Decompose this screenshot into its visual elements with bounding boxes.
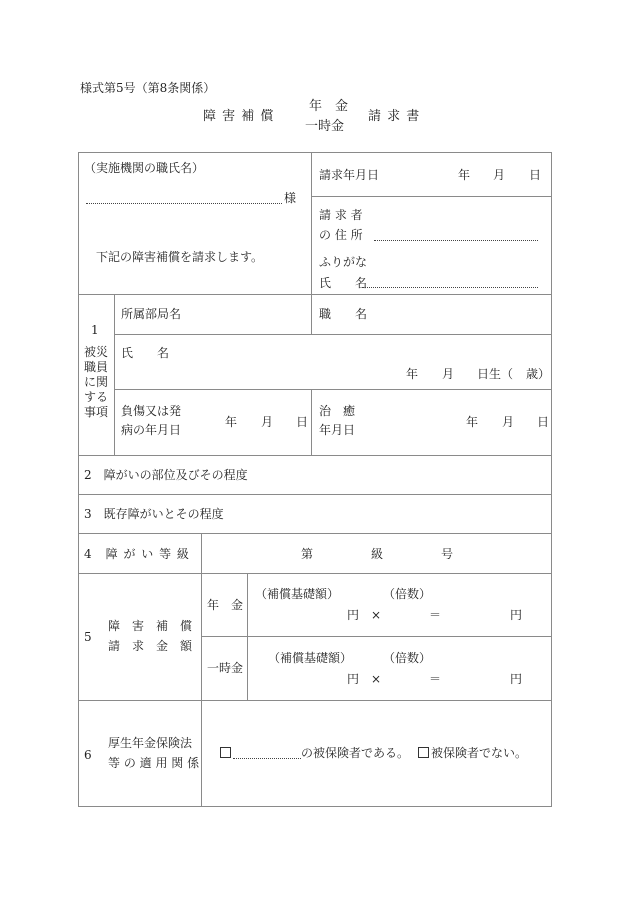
request-year: 年 <box>458 168 471 182</box>
divider-section1-side <box>114 294 115 455</box>
annual-result-yen: 円 <box>510 608 523 622</box>
furigana-label: ふりがな <box>319 255 368 269</box>
divider-label-column <box>201 533 202 807</box>
employee-name-label: 氏 名 <box>121 346 170 360</box>
birth-month: 月 <box>442 367 455 381</box>
org-name-line[interactable] <box>86 203 282 204</box>
lump-result-yen: 円 <box>510 672 523 686</box>
title-lump: 一時金 <box>305 119 345 134</box>
not-insured-option[interactable] <box>418 747 527 759</box>
cure-label-1: 治 癒 <box>319 404 356 418</box>
org-label: （実施機関の職氏名） <box>84 161 205 175</box>
section6-label-2: 等 の 適 用 関 係 <box>108 756 200 770</box>
divider-section2 <box>78 455 552 456</box>
birth-year: 年 <box>406 367 419 381</box>
request-month: 月 <box>493 168 506 182</box>
cure-day: 日 <box>537 415 550 429</box>
divider-injury-cure <box>311 389 312 455</box>
annual-base-yen: 円 <box>347 608 360 622</box>
divider-section5 <box>78 573 552 574</box>
divider-section4 <box>78 533 552 534</box>
annual-base-label: （補償基礎額） <box>255 587 340 601</box>
section5-label-1: 障 害 補 償 <box>108 619 193 633</box>
form-number: 様式第5号（第8条関係） <box>80 81 216 95</box>
divider-section6 <box>78 700 552 701</box>
lump-equals: ＝ <box>429 672 442 686</box>
department-label: 所属部局名 <box>121 307 182 321</box>
divider-date-row <box>311 196 552 197</box>
birth-day-suffix: 日生（ <box>477 367 514 381</box>
age-suffix: 歳） <box>526 367 551 381</box>
injury-month: 月 <box>261 415 274 429</box>
grade-prefix: 第 <box>301 547 314 561</box>
lump-base-yen: 円 <box>347 672 360 686</box>
section6-number: 6 <box>84 748 92 762</box>
injury-label-2: 病の年月日 <box>121 423 182 437</box>
annual-equals: ＝ <box>429 608 442 622</box>
lump-multiplier-label: （倍数） <box>383 651 432 665</box>
section1-side-label: 被災職員に関する事項 <box>84 345 109 419</box>
insured-text: の被保険者である。 <box>301 746 410 760</box>
title-annual: 年 金 <box>309 99 349 114</box>
address-line[interactable] <box>374 240 538 241</box>
not-insured-checkbox[interactable] <box>418 747 429 758</box>
section5-number: 5 <box>84 630 92 644</box>
section4-label: 4 障 が い 等 級 <box>84 547 190 561</box>
request-day: 日 <box>529 168 542 182</box>
request-statement: 下記の障害補償を請求します。 <box>96 250 264 264</box>
insurance-type-line[interactable] <box>233 758 301 759</box>
address-label-2: の 住 所 <box>319 228 363 242</box>
address-label-1: 請 求 者 <box>319 208 363 222</box>
section5-label-2: 請 求 金 額 <box>108 639 193 653</box>
title-main: 障 害 補 償 <box>203 109 275 124</box>
cure-year: 年 <box>466 415 479 429</box>
annual-multiplier-label: （倍数） <box>383 587 432 601</box>
divider-top-vertical <box>311 152 312 334</box>
claimant-name-label: 氏 名 <box>319 276 368 290</box>
lump-times: × <box>371 672 382 686</box>
title-suffix: 請 求 書 <box>368 109 421 124</box>
position-label: 職 名 <box>319 307 368 321</box>
honorific: 様 <box>284 191 297 205</box>
annual-times: × <box>371 608 382 622</box>
injury-year: 年 <box>225 415 238 429</box>
not-insured-text: 被保険者でない。 <box>431 746 528 760</box>
request-date-label: 請求年月日 <box>319 168 380 182</box>
insured-option[interactable] <box>220 747 409 759</box>
annual-label: 年 金 <box>207 598 244 612</box>
divider-name-row <box>114 389 552 390</box>
cure-month: 月 <box>502 415 515 429</box>
injury-day: 日 <box>296 415 309 429</box>
section6-label-1: 厚生年金保険法 <box>108 736 193 750</box>
grade-mid: 級 <box>371 547 384 561</box>
section2-label: 2 障がいの部位及びその程度 <box>84 468 248 482</box>
grade-suffix: 号 <box>441 547 454 561</box>
divider-dept-row <box>114 334 552 335</box>
injury-label-1: 負傷又は発 <box>121 404 182 418</box>
insured-checkbox[interactable] <box>220 747 231 758</box>
section3-label: 3 既存障がいとその程度 <box>84 507 224 521</box>
divider-annual-lump <box>201 636 552 637</box>
lump-base-label: （補償基礎額） <box>268 651 353 665</box>
divider-top-section <box>78 294 552 295</box>
divider-section3 <box>78 494 552 495</box>
lump-label: 一時金 <box>207 661 244 675</box>
claimant-name-line[interactable] <box>362 287 538 288</box>
section1-number: 1 <box>91 323 99 337</box>
cure-label-2: 年月日 <box>319 423 356 437</box>
